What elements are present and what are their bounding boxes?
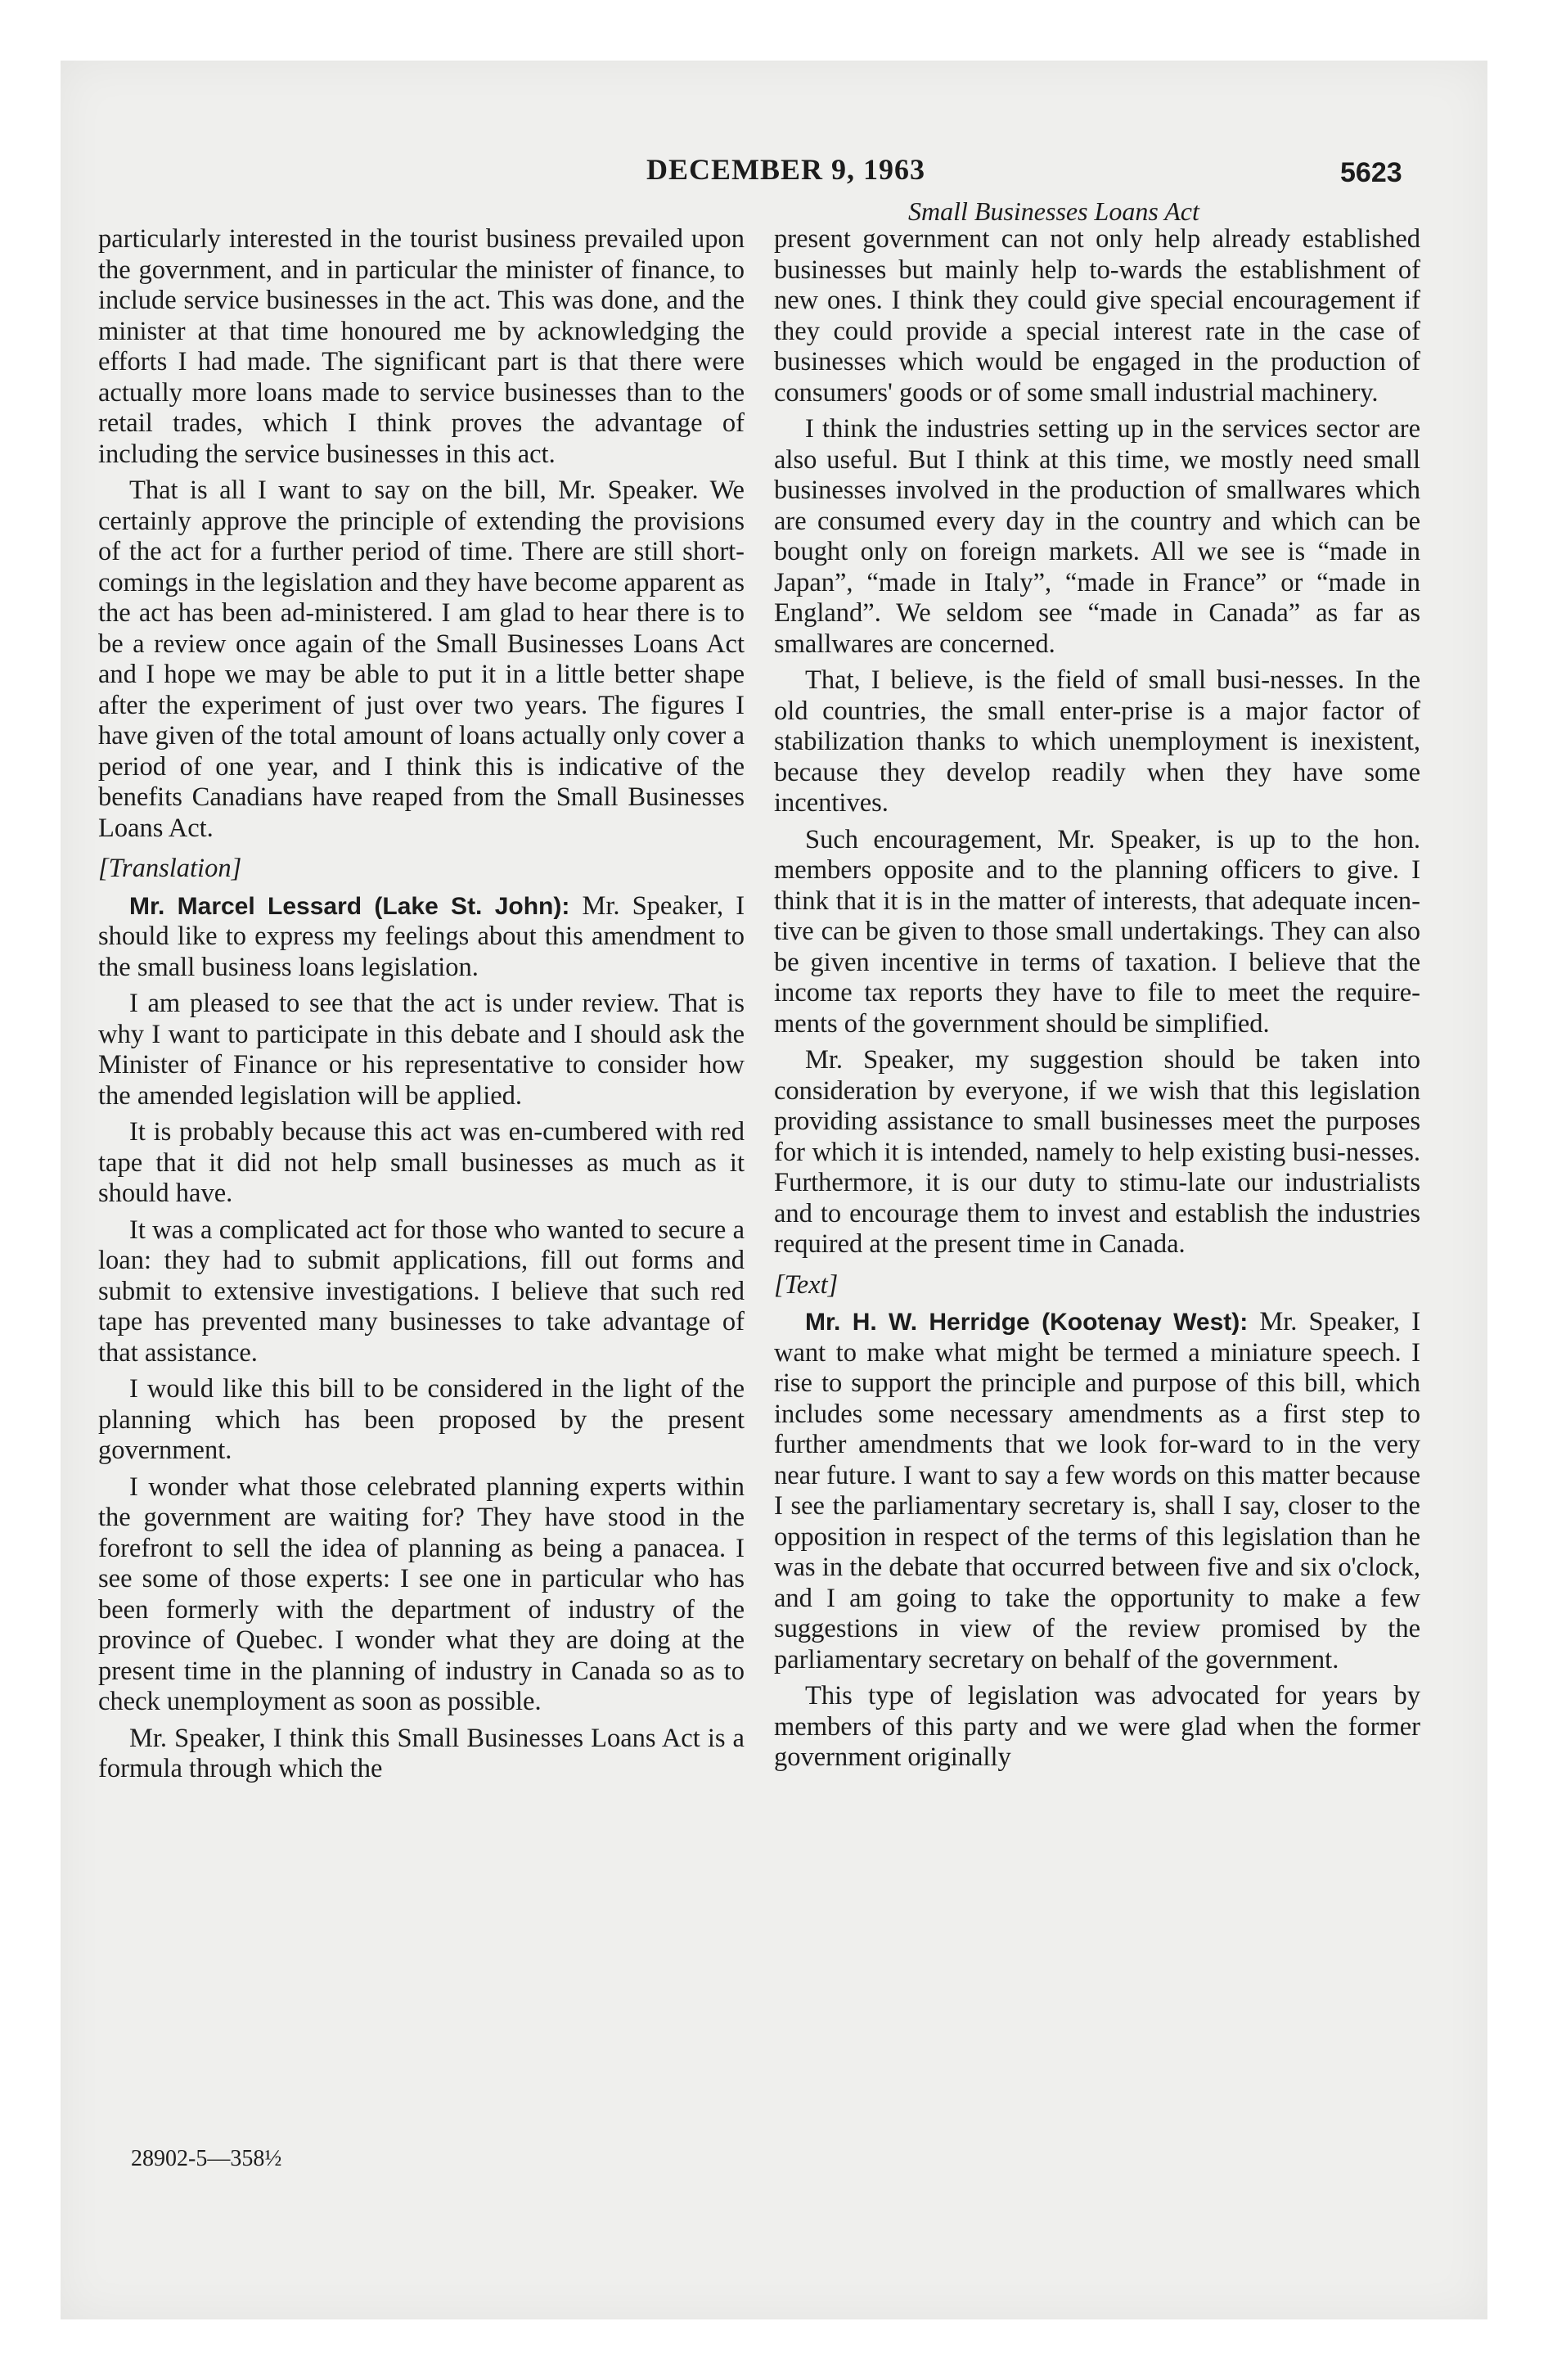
paragraph: It was a complicated act for those who wanted to secure a loan: they had to submit applications, fill out forms and submit to extensive investigations. I believe that such red tape has prevented many businesses to take advantage of that assistance. [98,1215,745,1368]
speaker-name: Mr. Marcel Lessard (Lake St. John): [129,892,570,920]
paragraph: Mr. Speaker, my suggestion should be taken into consideration by everyone, if we wish that this legislation providing assistance to small businesses meet the purposes for which it is intended, namely to help existing busi-nesses. Furthermore, it is our duty to stimu-late our industrialists and to encourage them to invest and establish the industries required at the present time in Canada. [774,1045,1420,1259]
text-tag: [Text] [774,1269,839,1300]
paragraph: I am pleased to see that the act is under review. That is why I want to participate in this debate and I should ask the Minister of Finance or his representative to consider how the amended legislation will be applied. [98,989,745,1111]
speech-text: Mr. Speaker, I should like to express my feelings about this amendment to the small business loans legislation. [98,890,745,982]
paragraph: I would like this bill to be considered in the light of the planning which has been proposed by the present government. [98,1374,745,1465]
paragraph: particularly interested in the tourist business prevailed upon the government, and in particular the minister of finance, to include service businesses in the act. This was done, and the minister at that time honoured me by acknowledging the efforts I had made. The significant part is that there were actually more loans made to service businesses than to the retail trades, which I think proves the advantage of including the service businesses in this act. [98,224,745,469]
speech-paragraph [98,891,745,984]
paragraph: It is probably because this act was en-cumbered with red tape that it did not help small businesses as much as it should have. [98,1117,745,1208]
paragraph: Mr. Speaker, I think this Small Businesses Loans Act is a formula through which the [98,1723,745,1783]
paragraph: I think the industries setting up in the services sector are also useful. But I think at this time, we mostly need small businesses involved in the production of smallwares which are consumed every day in the country and which can be bought only on foreign markets. All we see is “made in Japan”, “made in Italy”, “made in France” or “made in England”. We seldom see “made in Canada” as far as smallwares are concerned. [774,414,1420,659]
print-footnote: 28902-5—358½ [131,2146,282,2171]
right-column [774,224,1420,1779]
paragraph: present government can not only help already established businesses but mainly help to-wards the establishment of new ones. I think they could give special encouragement if they could provide a special interest rate in the case of businesses which would be engaged in the production of consumers' goods or of some small industrial machinery. [774,224,1420,408]
running-head: Small Businesses Loans Act [908,196,1199,226]
translation-tag: [Translation] [98,854,242,883]
left-column [98,224,745,1791]
paragraph: This type of legislation was advocated for years by members of this party and we were glad when the former government originally [774,1681,1420,1772]
paragraph: I wonder what those celebrated planning experts within the government are waiting for? They have stood in the forefront to sell the idea of planning as being a panacea. I see some of those experts: I see one in particular who has been formerly with the department of industry of the province of Quebec. I wonder what they are doing at the present time in the planning of industry in Canada so as to check unemployment as soon as possible. [98,1472,745,1716]
speech-text: Mr. Speaker, I want to make what might be termed a miniature speech. I rise to support the principle and purpose of this bill, which includes some necessary amendments as a first step to further amendments that we look for-ward to in the very near future. I want to say a few words on this matter because I see the parliamentary secretary is, shall I say, closer to the opposition in respect of the terms of this legislation than he was in the debate that occurred between five and six o'clock, and I am going to take the opportunity to make a few suggestions in view of the review promised by the parliamentary secretary on behalf of the government. [774,1307,1421,1675]
paragraph: That, I believe, is the field of small busi-nesses. In the old countries, the small enter-prise is a major factor of stabilization thanks to which unemployment is inexistent, because they develop readily when they have some incentives. [774,665,1420,818]
speech-paragraph [774,1307,1420,1675]
speaker-name: Mr. H. W. Herridge (Kootenay West): [805,1309,1249,1336]
paragraph: That is all I want to say on the bill, Mr. Speaker. We certainly approve the principle of extending the provisions of the act for a further period of time. There are still short-comings in the legislation and they have become apparent as the act has been ad-ministered. I am glad to hear there is to be a review once again of the Small Businesses Loans Act and I hope we may be able to put it in a little better shape after the experiment of just over two years. The figures I have given of the total amount of loans actually only cover a period of one year, and I think this is indicative of the benefits Canadians have reaped from the Small Businesses Loans Act. [98,476,745,843]
paragraph: Such encouragement, Mr. Speaker, is up to the hon. members opposite and to the planning officers to give. I think that it is in the matter of interests, that adequate incen-tive can be given to those small undertakings. They can also be given incentive in terms of taxation. I believe that the income tax reports they have to file to meet the require-ments of the government should be simplified. [774,824,1420,1039]
page-date: DECEMBER 9, 1963 [646,153,926,186]
page-number: 5623 [1340,157,1402,188]
